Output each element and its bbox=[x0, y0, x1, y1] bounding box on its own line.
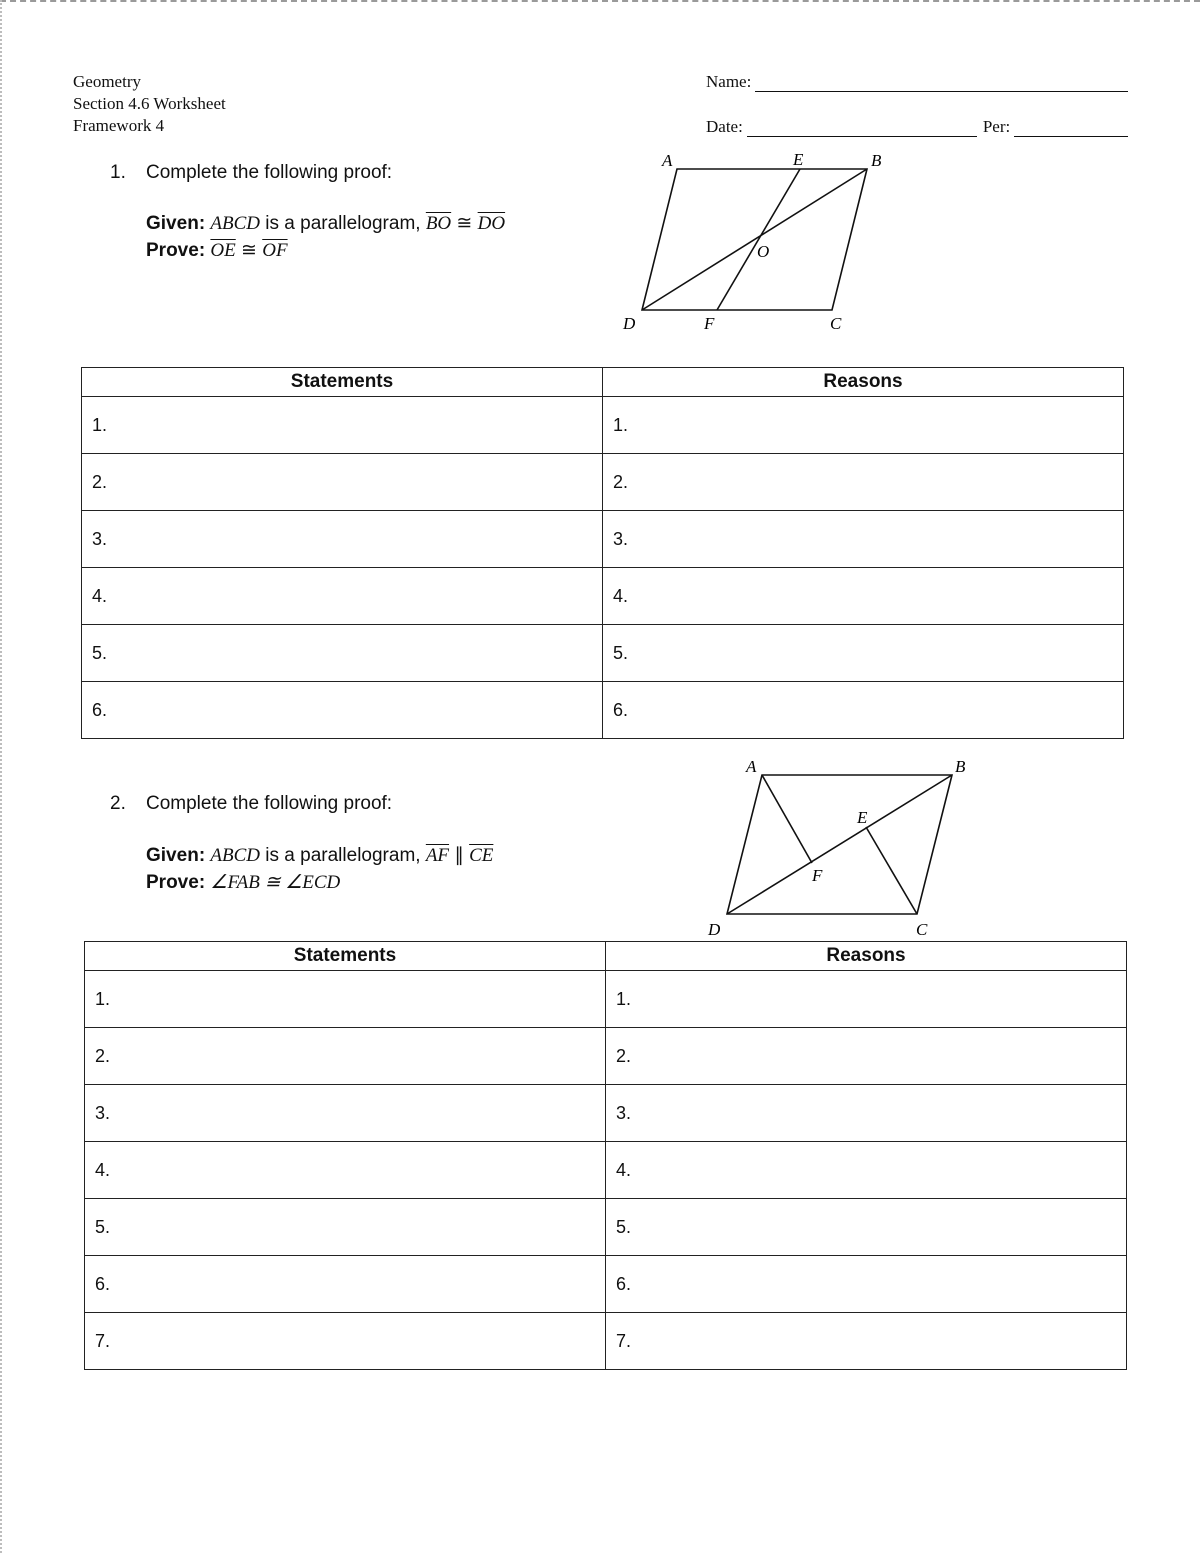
table-row bbox=[82, 454, 1124, 511]
reason-cell[interactable]: 2. bbox=[606, 1028, 1127, 1085]
table-row bbox=[85, 1199, 1127, 1256]
statement-cell[interactable]: 6. bbox=[82, 682, 603, 739]
problem-1-given: Given: ABCD is a parallelogram, $\overline{BO}$ ≅ $\overline{DO}$ bbox=[146, 213, 506, 234]
label-e: E bbox=[793, 150, 804, 169]
problem-2-proof-table bbox=[84, 941, 1127, 1370]
problem-1-instruction: 1. Complete the following proof: bbox=[110, 162, 393, 183]
statement-cell[interactable]: 1. bbox=[82, 397, 603, 454]
per-label: Per: bbox=[982, 117, 1011, 136]
reason-cell[interactable]: 6. bbox=[606, 1256, 1127, 1313]
statement-cell[interactable]: 5. bbox=[82, 625, 603, 682]
reason-cell[interactable]: 4. bbox=[603, 568, 1124, 625]
statement-cell[interactable]: 5. bbox=[85, 1199, 606, 1256]
statement-cell[interactable]: 1. bbox=[85, 971, 606, 1028]
label-d: D bbox=[623, 314, 636, 333]
label-d: D bbox=[708, 920, 721, 939]
period-field[interactable] bbox=[1014, 118, 1128, 137]
statements-header: Statements bbox=[85, 942, 606, 971]
problem-2-given: Given: ABCD is a parallelogram, $\overline{AF}$ ∥ $\overline{CE}$ bbox=[146, 845, 494, 866]
table-row bbox=[82, 568, 1124, 625]
table-row bbox=[85, 1313, 1127, 1370]
diagonal-bd bbox=[727, 775, 952, 914]
segment-ce bbox=[866, 827, 917, 914]
statement-cell[interactable]: 3. bbox=[85, 1085, 606, 1142]
scan-left-edge bbox=[0, 0, 6, 1553]
label-f: F bbox=[812, 866, 823, 885]
problem-1-given-prove bbox=[146, 210, 505, 264]
statement-cell[interactable]: 4. bbox=[82, 568, 603, 625]
statement-cell[interactable]: 4. bbox=[85, 1142, 606, 1199]
table-row bbox=[85, 971, 1127, 1028]
problem-1-proof-table bbox=[81, 367, 1124, 739]
problem-2-prove: Prove: ∠FAB ≅ ∠ECD bbox=[146, 872, 341, 893]
table-row bbox=[85, 1028, 1127, 1085]
table-row bbox=[82, 511, 1124, 568]
label-a: A bbox=[662, 151, 673, 170]
problem-1-prove: Prove: $\overline{OE}$ ≅ $\overline{OF}$ bbox=[146, 240, 288, 261]
student-info bbox=[706, 68, 1128, 137]
date-label: Date: bbox=[706, 117, 743, 136]
date-field[interactable] bbox=[747, 118, 977, 137]
reason-cell[interactable]: 2. bbox=[603, 454, 1124, 511]
reason-cell[interactable]: 1. bbox=[606, 971, 1127, 1028]
scan-top-edge bbox=[0, 0, 1200, 5]
reason-cell[interactable]: 7. bbox=[606, 1313, 1127, 1370]
table-row bbox=[85, 1256, 1127, 1313]
table-row bbox=[82, 397, 1124, 454]
reasons-header: Reasons bbox=[603, 368, 1124, 397]
reasons-header: Reasons bbox=[606, 942, 1127, 971]
label-c: C bbox=[916, 920, 928, 939]
label-e: E bbox=[857, 808, 868, 827]
table-row bbox=[85, 1142, 1127, 1199]
statement-cell[interactable]: 7. bbox=[85, 1313, 606, 1370]
problem-2-instruction: 2. Complete the following proof: bbox=[110, 793, 393, 814]
section-title: Section 4.6 Worksheet bbox=[73, 94, 226, 113]
reason-cell[interactable]: 1. bbox=[603, 397, 1124, 454]
segment-ef bbox=[717, 169, 800, 310]
statement-cell[interactable]: 6. bbox=[85, 1256, 606, 1313]
label-a: A bbox=[746, 757, 757, 776]
label-o: O bbox=[757, 242, 770, 261]
diagonal-bd bbox=[642, 169, 867, 310]
name-line bbox=[706, 68, 1128, 92]
problem-2-figure bbox=[700, 755, 980, 940]
worksheet-header bbox=[73, 71, 226, 137]
label-b: B bbox=[871, 151, 882, 170]
reason-cell[interactable]: 3. bbox=[603, 511, 1124, 568]
date-per-line bbox=[706, 113, 1128, 137]
table-row bbox=[85, 1085, 1127, 1142]
reason-cell[interactable]: 4. bbox=[606, 1142, 1127, 1199]
statement-cell[interactable]: 2. bbox=[82, 454, 603, 511]
reason-cell[interactable]: 6. bbox=[603, 682, 1124, 739]
segment-af bbox=[762, 775, 812, 863]
label-c: C bbox=[830, 314, 842, 333]
statements-header: Statements bbox=[82, 368, 603, 397]
framework-title: Framework 4 bbox=[73, 116, 165, 135]
problem-2-given-prove bbox=[146, 842, 493, 896]
course-title: Geometry bbox=[73, 72, 141, 91]
statement-cell[interactable]: 3. bbox=[82, 511, 603, 568]
statement-cell[interactable]: 2. bbox=[85, 1028, 606, 1085]
reason-cell[interactable]: 5. bbox=[606, 1199, 1127, 1256]
name-label: Name: bbox=[706, 72, 752, 91]
reason-cell[interactable]: 3. bbox=[606, 1085, 1127, 1142]
problem-1-figure bbox=[600, 145, 900, 340]
label-f: F bbox=[704, 314, 715, 333]
label-b: B bbox=[955, 757, 966, 776]
table-row bbox=[82, 682, 1124, 739]
reason-cell[interactable]: 5. bbox=[603, 625, 1124, 682]
name-field[interactable] bbox=[755, 73, 1128, 92]
table-row bbox=[82, 625, 1124, 682]
